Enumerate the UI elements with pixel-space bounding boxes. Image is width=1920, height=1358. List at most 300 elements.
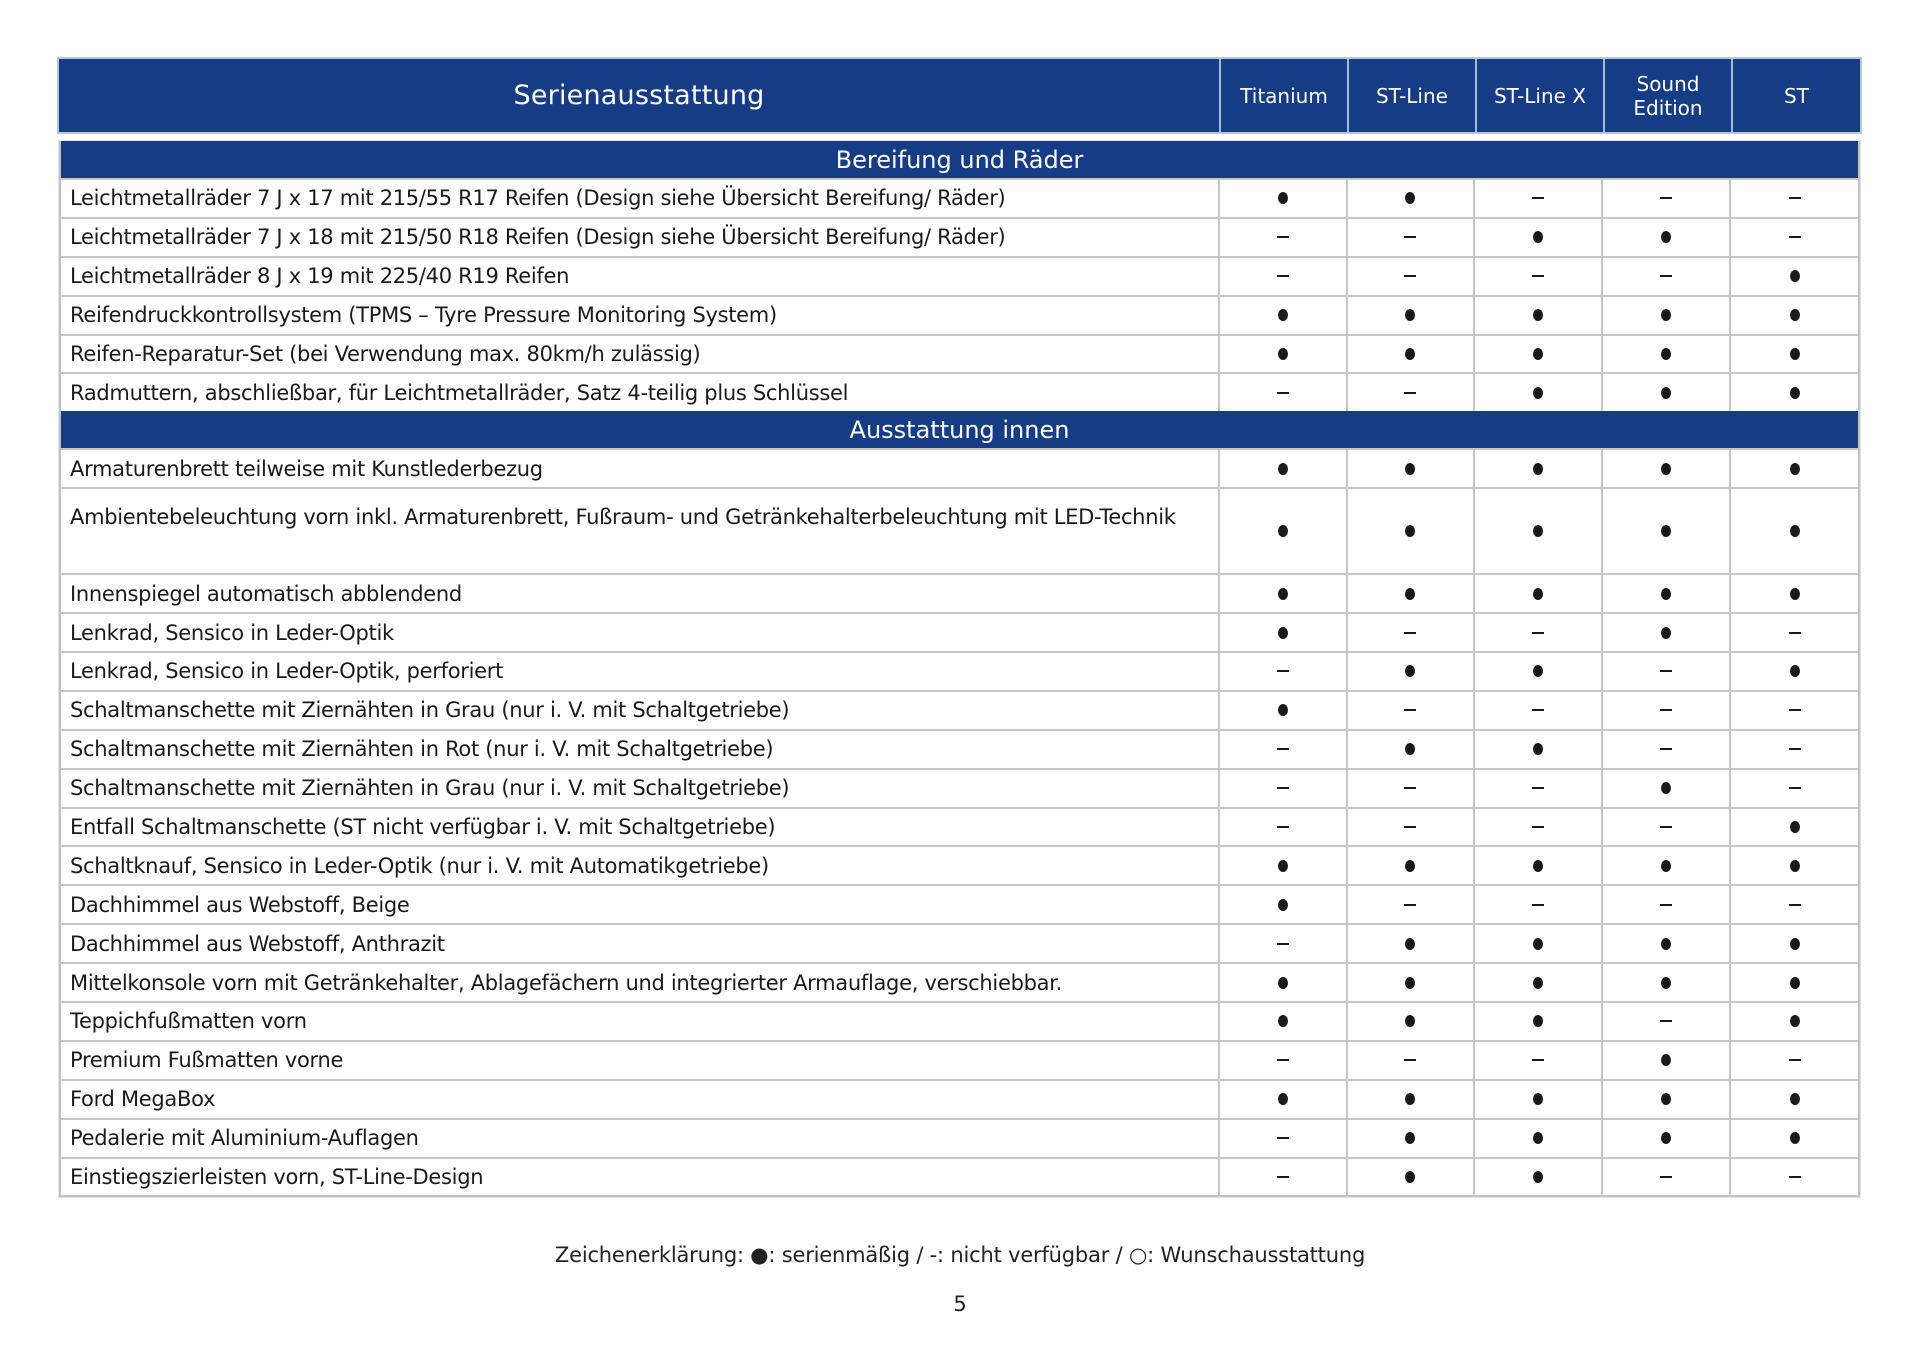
table-row [61,1040,1858,1079]
standard-dot-icon [1405,860,1415,872]
availability-cell [1731,614,1858,651]
standard-dot-icon [1790,270,1800,282]
column-header-st: ST [1784,83,1809,108]
not-available-dash-icon [1404,632,1416,634]
availability-cell [1220,692,1348,729]
availability-cell [1348,692,1476,729]
standard-dot-icon [1405,588,1415,600]
not-available-dash-icon [1532,275,1544,277]
availability-cell [1603,964,1731,1001]
availability-cell [1731,575,1858,612]
not-available-dash-icon [1789,787,1801,789]
standard-dot-icon [1405,1015,1415,1027]
availability-cell [1348,925,1476,962]
availability-cell [1348,258,1476,295]
availability-cell [1603,374,1731,411]
standard-dot-icon [1278,899,1288,911]
table-row [61,573,1858,612]
availability-cell [1603,1003,1731,1040]
standard-dot-icon [1278,309,1288,321]
availability-cell [1475,731,1603,768]
availability-cell [1475,219,1603,256]
availability-cell [1603,1042,1731,1079]
not-available-dash-icon [1404,787,1416,789]
not-available-dash-icon [1404,236,1416,238]
availability-cell [1220,1003,1348,1040]
not-available-dash-icon [1532,904,1544,906]
availability-cell [1475,692,1603,729]
not-available-dash-icon [1277,1137,1289,1139]
not-available-dash-icon [1277,826,1289,828]
availability-cell [1475,925,1603,962]
availability-cell [1475,1042,1603,1079]
standard-dot-icon [1790,1132,1800,1144]
availability-cell [1603,886,1731,923]
standard-dot-icon [1533,1015,1543,1027]
availability-cell [1348,614,1476,651]
table-row [61,923,1858,962]
standard-dot-icon [1278,977,1288,989]
availability-cell [1475,336,1603,373]
not-available-dash-icon [1789,1176,1801,1178]
table-title: Serienausstattung [59,59,1221,132]
table-row [61,612,1858,651]
availability-cell [1220,1159,1348,1196]
not-available-dash-icon [1404,392,1416,394]
availability-cell [1603,450,1731,487]
feature-label: Mittelkonsole vorn mit Getränkehalter, Ablagefächern und integrierter Armauflage, verschiebbar. [61,964,1220,1001]
standard-dot-icon [1790,348,1800,360]
standard-dot-icon [1278,860,1288,872]
availability-cell [1603,925,1731,962]
availability-cell [1348,489,1476,573]
availability-cell [1603,180,1731,217]
availability-cell [1348,450,1476,487]
availability-cell [1348,886,1476,923]
standard-dot-icon [1405,1132,1415,1144]
availability-cell [1475,847,1603,884]
symbol-legend: Zeichenerklärung: ●: serienmäßig / -: nicht verfügbar / ○: Wunschausstattung [554,1243,1366,1267]
availability-cell [1348,374,1476,411]
standard-dot-icon [1790,1015,1800,1027]
not-available-dash-icon [1660,275,1672,277]
availability-cell [1603,219,1731,256]
availability-cell [1220,886,1348,923]
standard-dot-icon [1790,525,1800,537]
availability-cell [1348,1120,1476,1157]
not-available-dash-icon [1660,670,1672,672]
table-row [61,729,1858,768]
table-row [61,256,1858,295]
not-available-dash-icon [1277,1059,1289,1061]
table-row [61,448,1858,487]
not-available-dash-icon [1789,236,1801,238]
feature-label: Teppichfußmatten vorn [61,1003,1220,1040]
not-available-dash-icon [1404,275,1416,277]
availability-cell [1731,847,1858,884]
standard-dot-icon [1533,231,1543,243]
availability-cell [1348,219,1476,256]
table-row [61,651,1858,690]
availability-cell [1731,374,1858,411]
availability-cell [1348,297,1476,334]
availability-cell [1731,297,1858,334]
standard-dot-icon [1405,463,1415,475]
not-available-dash-icon [1789,1059,1801,1061]
not-available-dash-icon [1277,1176,1289,1178]
availability-cell [1220,258,1348,295]
standard-dot-icon [1790,387,1800,399]
not-available-dash-icon [1660,1176,1672,1178]
section-header: Bereifung und Räder [61,141,1858,178]
standard-dot-icon [1533,463,1543,475]
not-available-dash-icon [1277,748,1289,750]
availability-cell [1348,575,1476,612]
table-row [61,334,1858,373]
standard-dot-icon [1661,387,1671,399]
availability-cell [1348,1042,1476,1079]
standard-dot-icon [1405,1171,1415,1183]
availability-cell [1603,258,1731,295]
availability-cell [1475,1120,1603,1157]
availability-cell [1475,614,1603,651]
standard-dot-icon [1533,860,1543,872]
table-row [61,178,1858,217]
not-available-dash-icon [1660,748,1672,750]
availability-cell [1220,614,1348,651]
availability-cell [1731,1042,1858,1079]
feature-label: Leichtmetallräder 8 J x 19 mit 225/40 R19 Reifen [61,258,1220,295]
page-number: 5 [953,1292,967,1316]
availability-cell [1475,886,1603,923]
standard-dot-icon [1661,231,1671,243]
availability-cell [1731,925,1858,962]
feature-label: Schaltmanschette mit Ziernähten in Grau (nur i. V. mit Schaltgetriebe) [61,692,1220,729]
availability-cell [1731,258,1858,295]
standard-dot-icon [1533,977,1543,989]
standard-dot-icon [1278,525,1288,537]
table-row [61,217,1858,256]
feature-label: Dachhimmel aus Webstoff, Beige [61,886,1220,923]
not-available-dash-icon [1404,826,1416,828]
availability-cell [1220,964,1348,1001]
feature-label: Radmuttern, abschließbar, für Leichtmetallräder, Satz 4-teilig plus Schlüssel [61,374,1220,411]
equipment-table [59,141,1860,1197]
standard-dot-icon [1790,821,1800,833]
standard-dot-icon [1661,1093,1671,1105]
feature-label: Schaltmanschette mit Ziernähten in Grau (nur i. V. mit Schaltgetriebe) [61,770,1220,807]
not-available-dash-icon [1277,787,1289,789]
feature-label: Lenkrad, Sensico in Leder-Optik [61,614,1220,651]
not-available-dash-icon [1532,826,1544,828]
table-row [61,845,1858,884]
standard-dot-icon [1790,588,1800,600]
availability-cell [1603,575,1731,612]
availability-cell [1603,653,1731,690]
availability-cell [1220,374,1348,411]
not-available-dash-icon [1277,236,1289,238]
standard-dot-icon [1790,309,1800,321]
standard-dot-icon [1405,743,1415,755]
availability-cell [1603,692,1731,729]
feature-label: Schaltmanschette mit Ziernähten in Rot (nur i. V. mit Schaltgetriebe) [61,731,1220,768]
availability-cell [1731,653,1858,690]
feature-label: Ford MegaBox [61,1081,1220,1118]
standard-dot-icon [1661,309,1671,321]
availability-cell [1475,964,1603,1001]
standard-dot-icon [1790,938,1800,950]
section-header: Ausstattung innen [61,411,1858,448]
standard-dot-icon [1278,1015,1288,1027]
feature-label: Einstiegszierleisten vorn, ST-Line-Design [61,1159,1220,1196]
standard-dot-icon [1405,977,1415,989]
standard-dot-icon [1790,665,1800,677]
standard-dot-icon [1533,387,1543,399]
standard-dot-icon [1533,665,1543,677]
table-row [61,690,1858,729]
not-available-dash-icon [1789,709,1801,711]
availability-cell [1348,847,1476,884]
standard-dot-icon [1790,463,1800,475]
availability-cell [1475,653,1603,690]
feature-label: Reifen-Reparatur-Set (bei Verwendung max. 80km/h zulässig) [61,336,1220,373]
availability-cell [1731,1159,1858,1196]
availability-cell [1220,180,1348,217]
availability-cell [1348,964,1476,1001]
standard-dot-icon [1661,977,1671,989]
column-header-st-line: ST-Line [1349,59,1477,132]
standard-dot-icon [1278,348,1288,360]
availability-cell [1475,575,1603,612]
table-row [61,1079,1858,1118]
not-available-dash-icon [1404,904,1416,906]
availability-cell [1603,847,1731,884]
standard-dot-icon [1278,463,1288,475]
availability-cell [1731,964,1858,1001]
availability-cell [1348,1003,1476,1040]
availability-cell [1603,809,1731,846]
standard-dot-icon [1533,525,1543,537]
table-row [61,372,1858,411]
standard-dot-icon [1661,938,1671,950]
standard-dot-icon [1278,588,1288,600]
standard-dot-icon [1533,348,1543,360]
availability-cell [1348,180,1476,217]
availability-cell [1475,1003,1603,1040]
feature-label: Pedalerie mit Aluminium-Auflagen [61,1120,1220,1157]
availability-cell [1603,1081,1731,1118]
not-available-dash-icon [1277,392,1289,394]
availability-cell [1475,1159,1603,1196]
standard-dot-icon [1405,348,1415,360]
not-available-dash-icon [1789,197,1801,199]
not-available-dash-icon [1660,197,1672,199]
not-available-dash-icon [1660,709,1672,711]
availability-cell [1348,809,1476,846]
availability-cell [1348,731,1476,768]
standard-dot-icon [1661,463,1671,475]
standard-dot-icon [1661,782,1671,794]
standard-dot-icon [1533,588,1543,600]
not-available-dash-icon [1532,787,1544,789]
table-row [61,487,1858,573]
availability-cell [1731,336,1858,373]
standard-dot-icon [1661,1132,1671,1144]
availability-cell [1731,886,1858,923]
feature-label: Entfall Schaltmanschette (ST nicht verfügbar i. V. mit Schaltgetriebe) [61,809,1220,846]
standard-dot-icon [1405,525,1415,537]
availability-cell [1731,1081,1858,1118]
not-available-dash-icon [1532,709,1544,711]
table-row [61,884,1858,923]
availability-cell [1348,1081,1476,1118]
table-row [61,768,1858,807]
availability-cell [1348,653,1476,690]
standard-dot-icon [1405,938,1415,950]
standard-dot-icon [1790,1093,1800,1105]
availability-cell [1348,770,1476,807]
standard-dot-icon [1661,860,1671,872]
not-available-dash-icon [1660,1020,1672,1022]
not-available-dash-icon [1277,943,1289,945]
table-row [61,1157,1858,1196]
availability-cell [1603,336,1731,373]
availability-cell [1731,180,1858,217]
standard-dot-icon [1661,627,1671,639]
standard-dot-icon [1533,743,1543,755]
availability-cell [1731,770,1858,807]
feature-label: Reifendruckkontrollsystem (TPMS – Tyre Pressure Monitoring System) [61,297,1220,334]
standard-dot-icon [1278,627,1288,639]
availability-cell [1220,653,1348,690]
availability-cell [1220,450,1348,487]
standard-dot-icon [1533,1171,1543,1183]
availability-cell [1348,1159,1476,1196]
availability-cell [1731,731,1858,768]
not-available-dash-icon [1532,1059,1544,1061]
availability-cell [1731,489,1858,573]
availability-cell [1475,809,1603,846]
not-available-dash-icon [1789,904,1801,906]
standard-dot-icon [1661,1054,1671,1066]
availability-cell [1475,180,1603,217]
availability-cell [1220,925,1348,962]
availability-cell [1220,731,1348,768]
not-available-dash-icon [1660,826,1672,828]
availability-cell [1475,258,1603,295]
table-header [59,59,1860,132]
standard-dot-icon [1790,860,1800,872]
availability-cell [1731,809,1858,846]
availability-cell [1475,450,1603,487]
not-available-dash-icon [1532,197,1544,199]
availability-cell [1475,1081,1603,1118]
standard-dot-icon [1405,192,1415,204]
standard-dot-icon [1278,192,1288,204]
availability-cell [1220,1081,1348,1118]
availability-cell [1220,1120,1348,1157]
availability-cell [1475,374,1603,411]
standard-dot-icon [1278,1093,1288,1105]
feature-label: Schaltknauf, Sensico in Leder-Optik (nur i. V. mit Automatikgetriebe) [61,847,1220,884]
availability-cell [1220,219,1348,256]
column-header-sound-edition: Sound Edition [1605,59,1733,132]
feature-label: Premium Fußmatten vorne [61,1042,1220,1079]
table-row [61,1118,1858,1157]
not-available-dash-icon [1277,670,1289,672]
availability-cell [1731,450,1858,487]
column-header-titanium: Titanium [1221,59,1349,132]
availability-cell [1603,1120,1731,1157]
availability-cell [1603,297,1731,334]
availability-cell [1731,219,1858,256]
feature-label: Dachhimmel aus Webstoff, Anthrazit [61,925,1220,962]
standard-dot-icon [1405,665,1415,677]
table-row [61,807,1858,846]
availability-cell [1603,489,1731,573]
standard-dot-icon [1533,1093,1543,1105]
availability-cell [1475,297,1603,334]
standard-dot-icon [1661,348,1671,360]
availability-cell [1220,1042,1348,1079]
availability-cell [1603,1159,1731,1196]
standard-dot-icon [1661,588,1671,600]
not-available-dash-icon [1532,632,1544,634]
feature-label: Lenkrad, Sensico in Leder-Optik, perforiert [61,653,1220,690]
availability-cell [1731,692,1858,729]
feature-label: Leichtmetallräder 7 J x 18 mit 215/50 R18 Reifen (Design siehe Übersicht Bereifung/ Räder) [61,219,1220,256]
not-available-dash-icon [1277,275,1289,277]
availability-cell [1603,614,1731,651]
standard-dot-icon [1661,525,1671,537]
feature-label: Ambientebeleuchtung vorn inkl. Armaturenbrett, Fußraum- und Getränkehalterbeleuchtung mit LED-Technik [61,489,1220,573]
standard-dot-icon [1533,938,1543,950]
availability-cell [1220,809,1348,846]
not-available-dash-icon [1404,1059,1416,1061]
standard-dot-icon [1790,977,1800,989]
standard-dot-icon [1533,1132,1543,1144]
not-available-dash-icon [1660,904,1672,906]
table-row [61,295,1858,334]
availability-cell [1220,336,1348,373]
feature-label: Leichtmetallräder 7 J x 17 mit 215/55 R17 Reifen (Design siehe Übersicht Bereifung/ Räder) [61,180,1220,217]
availability-cell [1731,1120,1858,1157]
availability-cell [1475,770,1603,807]
availability-cell [1220,847,1348,884]
standard-dot-icon [1278,704,1288,716]
table-row [61,962,1858,1001]
standard-dot-icon [1405,309,1415,321]
availability-cell [1220,770,1348,807]
availability-cell [1603,770,1731,807]
not-available-dash-icon [1789,632,1801,634]
table-row [61,1001,1858,1040]
availability-cell [1220,489,1348,573]
not-available-dash-icon [1404,709,1416,711]
standard-dot-icon [1533,309,1543,321]
availability-cell [1220,575,1348,612]
availability-cell [1475,489,1603,573]
not-available-dash-icon [1789,748,1801,750]
standard-dot-icon [1405,1093,1415,1105]
feature-label: Armaturenbrett teilweise mit Kunstlederbezug [61,450,1220,487]
availability-cell [1220,297,1348,334]
column-header-st-line-x: ST-Line X [1477,59,1605,132]
feature-label: Innenspiegel automatisch abblendend [61,575,1220,612]
availability-cell [1731,1003,1858,1040]
availability-cell [1348,336,1476,373]
availability-cell [1603,731,1731,768]
